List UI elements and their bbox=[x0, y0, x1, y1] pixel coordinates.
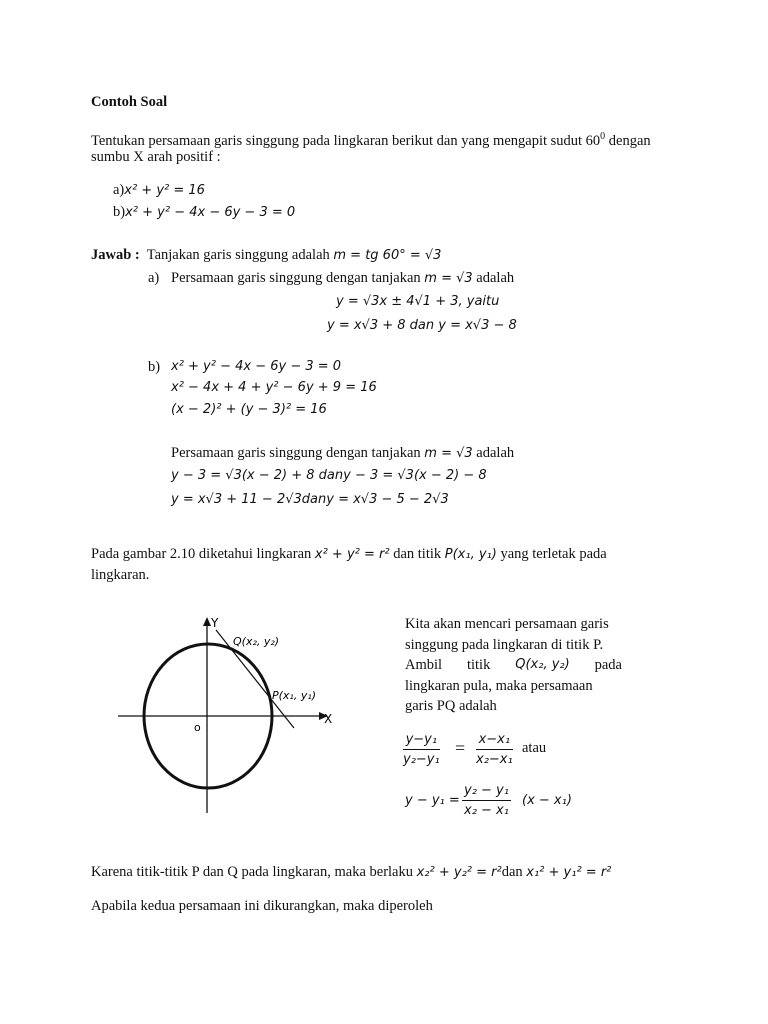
side-line-2: singgung pada lingkaran di titik P. bbox=[405, 636, 604, 653]
answer-b-text: Persamaan garis singgung dengan tanjakan bbox=[171, 445, 421, 461]
answer-b-equation-2: x² − 4x + 4 + y² − 6y + 9 = 16 bbox=[171, 380, 377, 395]
answer-b-line bbox=[171, 443, 514, 464]
answer-intro-equation: m = tg 60° = √3 bbox=[333, 248, 442, 263]
answer-a-adalah: adalah bbox=[476, 270, 515, 286]
point-q-label: Q(x₂, y₂) bbox=[233, 635, 280, 648]
gambar-line-2: lingkaran. bbox=[91, 567, 150, 583]
equation-2-right: (x − x₁) bbox=[522, 793, 572, 808]
fraction-1 bbox=[403, 730, 440, 769]
atau-text: atau bbox=[522, 740, 547, 756]
gambar-line-1 bbox=[91, 544, 607, 565]
answer-a-equation-2: y = x√3 + 8 dan y = x√3 − 8 bbox=[327, 318, 517, 333]
answer-b-adalah: adalah bbox=[476, 445, 515, 461]
answer-intro bbox=[91, 245, 441, 266]
problem-text: Tentukan persamaan garis singgung pada lingkaran berikut dan yang mengapit sudut 60 bbox=[91, 132, 601, 149]
item-a-label: a) bbox=[113, 182, 125, 198]
item-b-equation: x² + y² − 4x − 6y − 3 = 0 bbox=[125, 205, 296, 220]
side-line-3-ambil: Ambil bbox=[405, 657, 443, 673]
point-p-label: P(x₁, y₁) bbox=[272, 689, 317, 702]
fraction-equals: = bbox=[455, 738, 466, 758]
fraction-2-numerator: x−x₁ bbox=[476, 730, 513, 750]
footer-text: Karena titik-titik P dan Q pada lingkaran, maka berlaku bbox=[91, 864, 413, 880]
fraction-1-numerator: y−y₁ bbox=[403, 730, 440, 750]
footer-line-2: Apabila kedua persamaan ini dikurangkan, maka diperoleh bbox=[91, 898, 433, 914]
side-line-4: lingkaran pula, maka persamaan bbox=[405, 677, 593, 694]
footer-line-1 bbox=[91, 862, 611, 883]
footer-equation-1: x₂² + y₂² = r² bbox=[416, 865, 502, 880]
side-line-1: Kita akan mencari persamaan garis bbox=[405, 616, 609, 632]
side-line-3 bbox=[405, 655, 622, 676]
answer-a-text: Persamaan garis singgung dengan tanjakan bbox=[171, 270, 421, 286]
fraction-3 bbox=[462, 781, 511, 820]
answer-intro-text: Tanjakan garis singgung adalah bbox=[146, 247, 330, 263]
answer-a-label: a) bbox=[148, 270, 160, 286]
answer-a-equation-1: y = √3x ± 4√1 + 3, yaitu bbox=[336, 294, 500, 309]
answer-a-m: m = √3 bbox=[424, 271, 473, 286]
answer-b-label: b) bbox=[148, 359, 161, 375]
fraction-3-numerator: y₂ − y₁ bbox=[462, 781, 511, 801]
problem-text-end: dengan bbox=[605, 132, 651, 149]
gambar-text-a: Pada gambar 2.10 diketahui lingkaran bbox=[91, 546, 312, 562]
problem-item-a bbox=[113, 180, 205, 201]
gambar-text-c: yang terletak pada bbox=[500, 546, 607, 562]
fraction-1-denominator: y₂−y₁ bbox=[403, 752, 440, 767]
item-b-label: b) bbox=[113, 204, 126, 220]
answer-label: Jawab : bbox=[91, 247, 140, 263]
item-a-equation: x² + y² = 16 bbox=[124, 183, 205, 198]
y-axis-label: Y bbox=[211, 616, 219, 630]
answer-b-equation-5: y = x√3 + 11 − 2√3dany = x√3 − 5 − 2√3 bbox=[171, 492, 449, 507]
y-axis-arrow bbox=[203, 617, 211, 626]
page-title: Contoh Soal bbox=[91, 94, 168, 110]
footer-equation-2: x₁² + y₁² = r² bbox=[526, 865, 612, 880]
gambar-circle-equation: x² + y² = r² bbox=[314, 547, 390, 562]
degree-superscript: 0 bbox=[600, 131, 606, 142]
problem-line-2: sumbu X arah positif : bbox=[91, 149, 221, 165]
answer-a-line bbox=[171, 268, 514, 289]
side-paragraph bbox=[405, 614, 622, 717]
side-point-q: Q(x₂, y₂) bbox=[515, 657, 570, 672]
fraction-3-denominator: x₂ − x₁ bbox=[464, 803, 509, 818]
gambar-text-b: dan titik bbox=[393, 546, 442, 562]
side-line-5: garis PQ adalah bbox=[405, 698, 497, 714]
fraction-2 bbox=[476, 730, 513, 769]
side-line-3-titik: titik bbox=[466, 657, 491, 673]
answer-b-equation-1: x² + y² − 4x − 6y − 3 = 0 bbox=[171, 359, 342, 374]
answer-b-equation-4: y − 3 = √3(x − 2) + 8 dany − 3 = √3(x − 2) − 8 bbox=[171, 468, 487, 483]
answer-b-equation-3: (x − 2)² + (y − 3)² = 16 bbox=[171, 402, 327, 417]
equation-2-left: y − y₁ = bbox=[405, 793, 460, 808]
fraction-2-denominator: x₂−x₁ bbox=[476, 752, 513, 767]
x-axis-label: X bbox=[324, 712, 333, 726]
answer-b-m: m = √3 bbox=[424, 446, 473, 461]
circle-figure bbox=[110, 610, 340, 820]
side-line-3-pada: pada bbox=[594, 657, 622, 673]
footer-dan: dan bbox=[501, 864, 523, 880]
problem-item-b bbox=[113, 202, 295, 223]
gambar-point-p: P(x₁, y₁) bbox=[444, 547, 497, 562]
origin-label: o bbox=[194, 721, 201, 734]
